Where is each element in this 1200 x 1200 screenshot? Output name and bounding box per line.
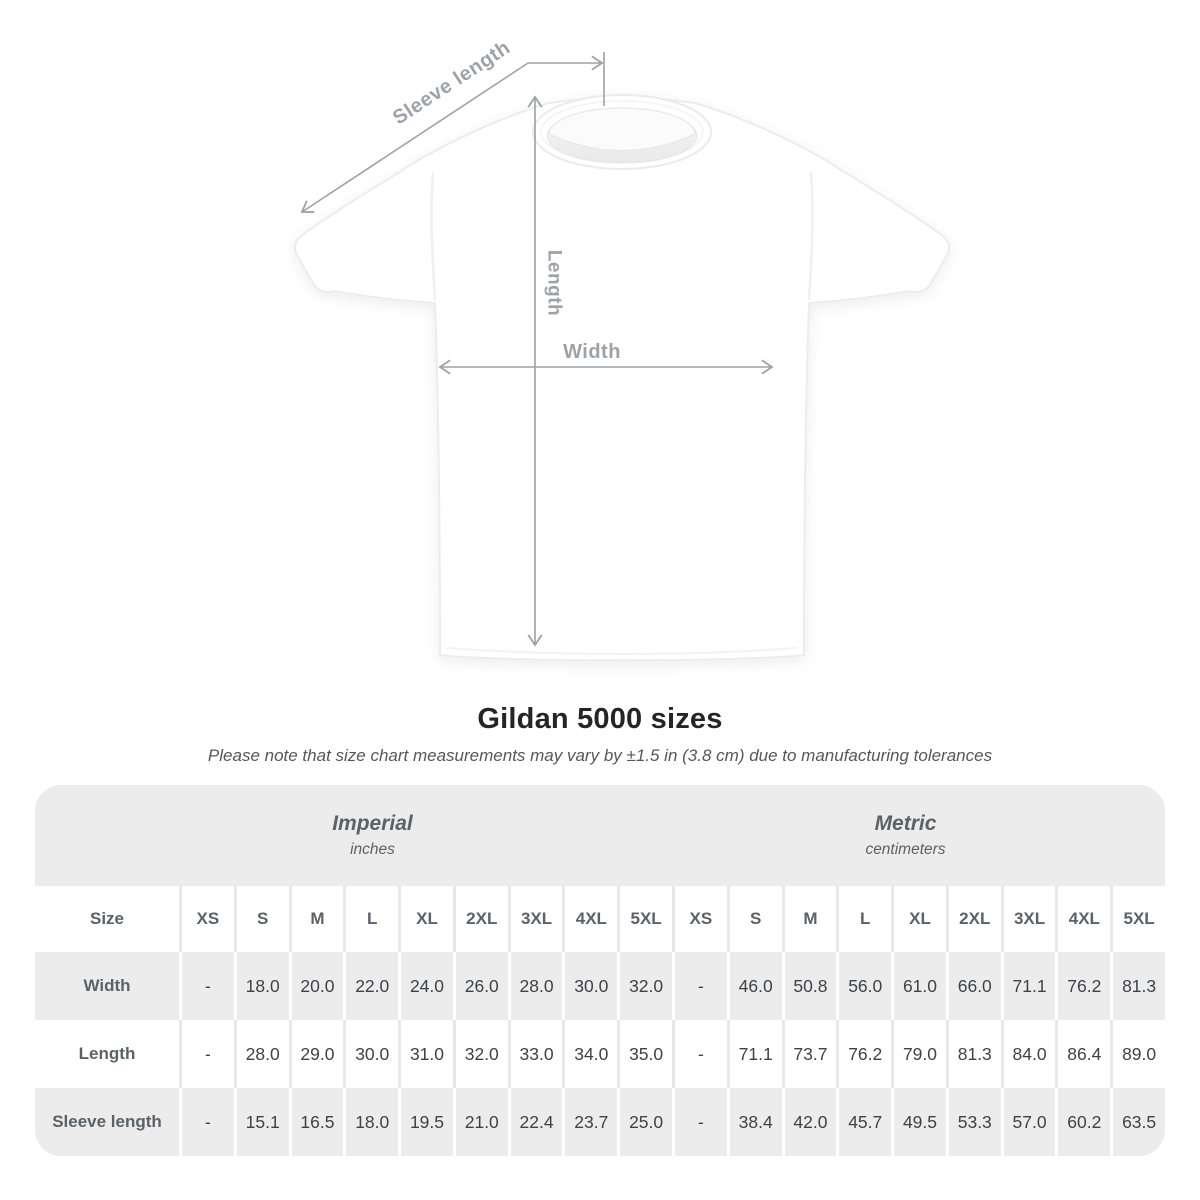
cell: 38.4	[727, 1088, 782, 1156]
cell: -	[179, 1020, 234, 1088]
cell: 66.0	[946, 952, 1001, 1020]
col-header: XL	[891, 886, 946, 952]
cell: 28.0	[508, 952, 563, 1020]
col-header: XS	[179, 886, 234, 952]
cell: 15.1	[234, 1088, 289, 1156]
cell: 29.0	[289, 1020, 344, 1088]
cell: 20.0	[289, 952, 344, 1020]
metric-group-title: Metric	[874, 812, 937, 835]
cell: 18.0	[343, 1088, 398, 1156]
tshirt-graphic	[295, 95, 949, 660]
cell: 30.0	[343, 1020, 398, 1088]
cell: 33.0	[508, 1020, 563, 1088]
row-label: Sleeve length	[35, 1088, 179, 1156]
page-subtitle: Please note that size chart measurements may vary by ±1.5 in (3.8 cm) due to manufacturing tolerances	[207, 746, 993, 765]
cell: 31.0	[398, 1020, 453, 1088]
unit-group-imperial	[35, 785, 672, 886]
length-label: Length	[543, 249, 565, 317]
cell: 18.0	[234, 952, 289, 1020]
cell: 63.5	[1110, 1088, 1165, 1156]
imperial-group-title: Imperial	[332, 812, 413, 835]
cell: -	[179, 952, 234, 1020]
cell: 34.0	[562, 1020, 617, 1088]
col-header: XL	[398, 886, 453, 952]
cell: 76.2	[1055, 952, 1110, 1020]
col-header: M	[782, 886, 837, 952]
cell: 57.0	[1001, 1088, 1056, 1156]
cell: 42.0	[782, 1088, 837, 1156]
col-header: 2XL	[453, 886, 508, 952]
cell: 30.0	[562, 952, 617, 1020]
cell: 49.5	[891, 1088, 946, 1156]
cell: -	[672, 1020, 727, 1088]
page-title: Gildan 5000 sizes	[477, 703, 723, 735]
col-header: 5XL	[1110, 886, 1165, 952]
cell: 19.5	[398, 1088, 453, 1156]
cell: 46.0	[727, 952, 782, 1020]
col-header: 4XL	[1055, 886, 1110, 952]
cell: 89.0	[1110, 1020, 1165, 1088]
cell: 25.0	[617, 1088, 672, 1156]
size-table-grid	[35, 886, 1165, 1156]
row-label: Width	[35, 952, 179, 1020]
cell: -	[672, 952, 727, 1020]
cell: 22.4	[508, 1088, 563, 1156]
cell: 61.0	[891, 952, 946, 1020]
cell: 26.0	[453, 952, 508, 1020]
col-header: S	[234, 886, 289, 952]
cell: 81.3	[1110, 952, 1165, 1020]
cell: 73.7	[782, 1020, 837, 1088]
cell: -	[672, 1088, 727, 1156]
cell: 45.7	[836, 1088, 891, 1156]
units-band	[35, 785, 1165, 886]
col-header: 2XL	[946, 886, 1001, 952]
cell: 79.0	[891, 1020, 946, 1088]
col-header: XS	[672, 886, 727, 952]
col-header: 5XL	[617, 886, 672, 952]
cell: 21.0	[453, 1088, 508, 1156]
col-header: L	[343, 886, 398, 952]
col-header: L	[836, 886, 891, 952]
col-header: 4XL	[562, 886, 617, 952]
cell: 71.1	[727, 1020, 782, 1088]
cell: 28.0	[234, 1020, 289, 1088]
col-header: 3XL	[1001, 886, 1056, 952]
size-chart	[35, 785, 1165, 1156]
cell: 23.7	[562, 1088, 617, 1156]
width-label: Width	[563, 341, 621, 363]
cell: 84.0	[1001, 1020, 1056, 1088]
cell: 22.0	[343, 952, 398, 1020]
col-header: 3XL	[508, 886, 563, 952]
cell: 35.0	[617, 1020, 672, 1088]
imperial-group-unit: inches	[350, 841, 395, 858]
cell: 32.0	[617, 952, 672, 1020]
cell: 24.0	[398, 952, 453, 1020]
col-header: S	[727, 886, 782, 952]
metric-group-unit: centimeters	[865, 841, 946, 858]
col-header: M	[289, 886, 344, 952]
cell: 16.5	[289, 1088, 344, 1156]
cell: 86.4	[1055, 1020, 1110, 1088]
cell: 56.0	[836, 952, 891, 1020]
cell: 81.3	[946, 1020, 1001, 1088]
row-label: Length	[35, 1020, 179, 1088]
cell: 50.8	[782, 952, 837, 1020]
cell: 53.3	[946, 1088, 1001, 1156]
unit-group-metric	[672, 785, 1165, 886]
cell: 32.0	[453, 1020, 508, 1088]
size-col-header: Size	[35, 886, 179, 952]
cell: -	[179, 1088, 234, 1156]
cell: 76.2	[836, 1020, 891, 1088]
cell: 71.1	[1001, 952, 1056, 1020]
cell: 60.2	[1055, 1088, 1110, 1156]
sleeve-length-label: Sleeve length	[389, 36, 515, 130]
tshirt-body	[295, 98, 949, 661]
